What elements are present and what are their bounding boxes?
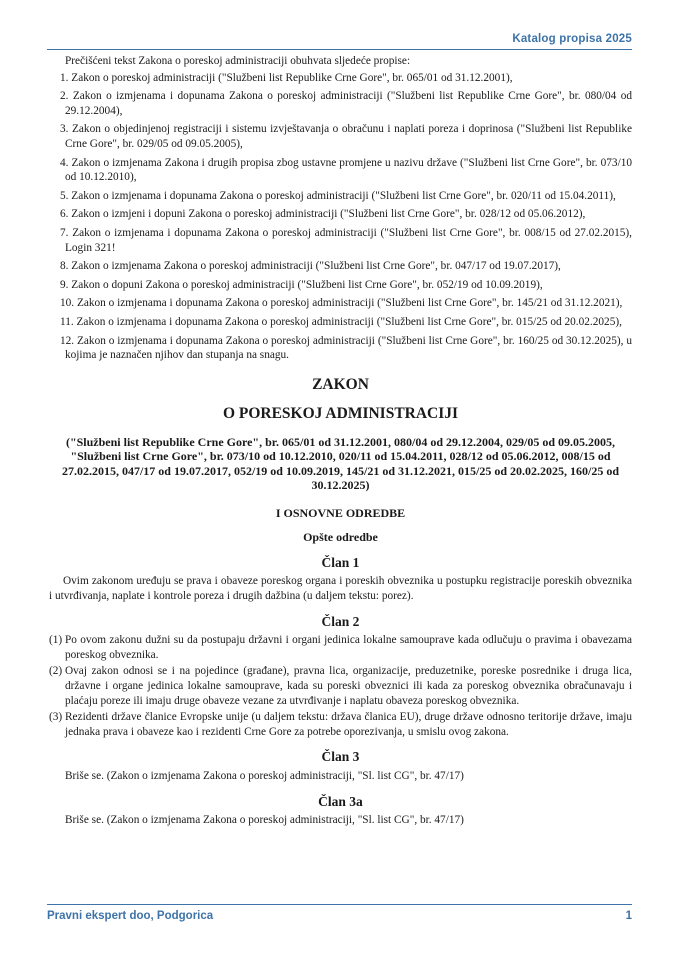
- regulation-item: 7. Zakon o izmjenama i dopunama Zakona o poreskoj administraciji ("Službeni list Crne Gore", br. 008/15 od 27.02.2015), Login 321!: [60, 226, 632, 254]
- article-2-paragraph: [49, 710, 632, 739]
- header-divider: [47, 49, 632, 50]
- regulation-item: 8. Zakon o izmjenama Zakona o poreskoj administraciji ("Službeni list Crne Gore", br. 047/17 od 19.07.2017),: [60, 260, 561, 273]
- regulation-item: 3. Zakon o objedinjenoj registraciji i sistemu izvještavanja o obračunu i naplati poreza i doprinosa ("Službeni list Republike Crne Gore", br. 029/05 od 09.05.2005),: [60, 123, 632, 150]
- regulation-item: 4. Zakon o izmjenama Zakona i drugih propisa zbog ustavne promjene u nazivu države ("Službeni list Crne Gore", br. 073/10 od 10.12.2010),: [60, 156, 632, 184]
- law-subtitle: O PORESKOJ ADMINISTRACIJI: [222, 404, 459, 422]
- paragraph-number: (1): [49, 634, 63, 647]
- article-3-text: Briše se. (Zakon o izmjenama Zakona o poreskoj administraciji, "Sl. list CG", br. 47/17): [65, 770, 464, 782]
- regulation-item: 2. Zakon o izmjenama i dopunama Zakona o poreskoj administraciji ("Službeni list Republike Crne Gore", br. 080/04 od 29.12.2004),: [60, 90, 632, 117]
- article-3a-heading: Član 3a: [318, 793, 363, 809]
- catalog-header-title: Katalog propisa 2025: [512, 33, 632, 45]
- intro-text: Prečišćeni tekst Zakona o poreskoj administraciji obuhvata sljedeće propise:: [65, 55, 411, 67]
- footer-divider: [47, 904, 632, 905]
- document-body: [49, 54, 632, 828]
- regulation-item: 12. Zakon o izmjenama i dopunama Zakona o poreskoj administraciji ("Službeni list Crne Gore", br. 160/25 od 30.12.2025), u kojima je naznačen njihov dan stupanja na snagu.: [60, 334, 632, 362]
- article-3a-text: Briše se. (Zakon o izmjenama Zakona o poreskoj administraciji, "Sl. list CG", br. 47/17): [65, 814, 464, 827]
- regulation-item: 11. Zakon o izmjenama i dopunama Zakona o poreskoj administraciji ("Službeni list Crne Gore", br. 015/25 od 20.02.2025),: [60, 315, 622, 328]
- paragraph-text: Ovaj zakon odnosi se i na pojedince (građane), pravna lica, organizacije, preduzetnike, poreske posrednike i druga lica, državne i organe jedinica lokalne samouprave, kada su poreski obveznici ili kada za poreskog obveznika obračunavaju i plaćaju poreze ili imaju druge obaveze vezane za utvrđivanje i naplatu obaveza poreskog obveznika.: [65, 665, 632, 707]
- article-2-paragraph: [49, 664, 632, 708]
- article-2-heading: Član 2: [321, 613, 360, 629]
- page-number: 1: [625, 910, 632, 922]
- regulation-item: 6. Zakon o izmjeni i dopuni Zakona o poreskoj administraciji ("Službeni list Crne Gore", br. 028/12 od 05.06.2012),: [60, 208, 586, 221]
- article-1-heading: Član 1: [321, 554, 360, 570]
- subsection-heading: Opšte odredbe: [303, 530, 378, 545]
- article-3-heading: Član 3: [321, 749, 360, 765]
- regulation-item: 10. Zakon o izmjenama i dopunama Zakona o poreskoj administraciji ("Službeni list Crne Gore", br. 145/21 od 31.12.2021),: [60, 297, 623, 310]
- paragraph-number: (2): [49, 665, 63, 678]
- article-2-paragraph: [49, 633, 632, 662]
- paragraph-number: (3): [49, 711, 63, 724]
- publisher-name: Pravni ekspert doo, Podgorica: [47, 910, 214, 922]
- paragraph-text: Rezidenti države članice Evropske unije (u daljem tekstu: država članica EU), druge države odnosno teritorije države, imaju jednaka prava i obaveze kao i rezidenti Crne Gore za potrebe oporezivanja, u smislu ovog zakona.: [65, 711, 632, 738]
- law-title: ZAKON: [312, 375, 369, 393]
- regulation-list: [49, 71, 632, 363]
- regulation-item: 1. Zakon o poreskoj administraciji ("Službeni list Republike Crne Gore", br. 065/01 od 31.12.2001),: [60, 71, 513, 84]
- section-heading: I OSNOVNE ODREDBE: [275, 505, 406, 520]
- paragraph-text: Po ovom zakonu dužni su da postupaju državni i organi jedinica lokalne samouprave kada odlučuju o pravima i obavezama poreskog obveznika.: [65, 634, 632, 661]
- regulation-item: 9. Zakon o dopuni Zakona o poreskoj administraciji ("Službeni list Crne Gore", br. 052/19 od 10.09.2019),: [60, 278, 543, 291]
- gazette-references: ("Službeni list Republike Crne Gore", br. 065/01 od 31.12.2001, 080/04 od 29.12.2004, 029/05 od 09.05.2005, "Službeni list Crne Gore", br. 073/10 od 10.12.2010, 020/11 od 15.04.2011, 028/12 od 05.06.2012, 008/15 od 27.02.2015, 047/17 od 19.07.2017, 052/19 od 10.09.2019, 145/21 od 31.12.2021, 015/25 od 20.02.2025, 160/25 od 30.12.2025): [61, 434, 620, 493]
- article-1-text: Ovim zakonom uređuju se prava i obaveze poreskog organa i poreskih obveznika u postupku registracije poreskih obveznika i utvrđivanja, naplate i kontrole poreza i drugih dažbina (u daljem tekstu: porez).: [49, 575, 632, 603]
- regulation-item: 5. Zakon o izmjenama i dopunama Zakona o poreskoj administraciji ("Službeni list Crne Gore", br. 020/11 od 15.04.2011),: [60, 189, 616, 202]
